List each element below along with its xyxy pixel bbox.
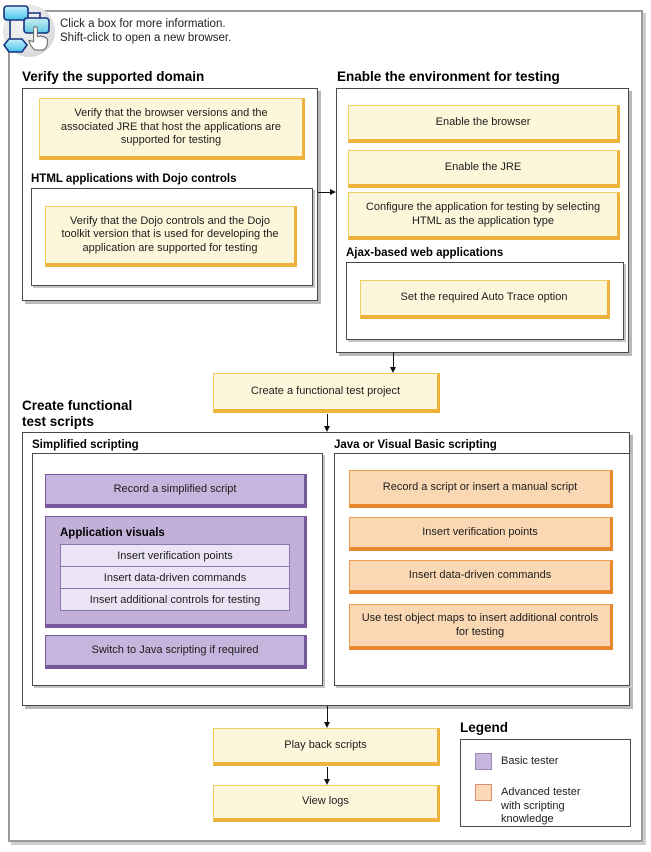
arrow-enable-to-project: [393, 352, 394, 367]
dojo-subsection: [31, 188, 313, 286]
verify-container: [22, 88, 318, 301]
verify-browser-jre-box[interactable]: Verify that the browser versions and the associated JRE that host the applications are supported for testing: [39, 98, 305, 160]
basic-tester-label: Basic tester: [501, 755, 559, 767]
arrow-project-to-scripts: [327, 414, 328, 426]
insert-verification-points-java[interactable]: Insert verification points: [349, 517, 613, 551]
verify-dojo-box[interactable]: Verify that the Dojo controls and the Dojo toolkit version that is used for developing the application are supported for testing: [45, 206, 297, 267]
legend-title: Legend: [460, 720, 509, 735]
insert-data-driven-simplified[interactable]: Insert data-driven commands: [60, 566, 290, 589]
java-vb-title: Java or Visual Basic scripting: [334, 439, 497, 451]
advanced-tester-swatch: [475, 784, 492, 801]
dojo-subsection-title: HTML applications with Dojo controls: [31, 173, 237, 185]
application-visuals-title: Application visuals: [60, 527, 165, 539]
verify-section-title: Verify the supported domain: [22, 69, 205, 84]
create-project-box[interactable]: Create a functional test project: [213, 373, 440, 413]
enable-browser-box[interactable]: Enable the browser: [348, 105, 620, 143]
enable-jre-box[interactable]: Enable the JRE: [348, 150, 620, 188]
record-script-box[interactable]: Record a script or insert a manual script: [349, 470, 613, 508]
enable-section-title: Enable the environment for testing: [337, 69, 560, 84]
ajax-subsection: [346, 262, 624, 340]
basic-tester-swatch: [475, 753, 492, 770]
simplified-subsection: [32, 453, 323, 686]
flowchart-hand-icon: [1, 1, 57, 57]
record-simplified-box[interactable]: Record a simplified script: [45, 474, 307, 508]
legend-item-basic: [475, 753, 558, 770]
view-logs-box[interactable]: View logs: [213, 785, 440, 822]
configure-application-box[interactable]: Configure the application for testing by selecting HTML as the application type: [348, 192, 620, 240]
application-visuals-container: [45, 516, 307, 628]
legend-box: [460, 739, 631, 827]
scripts-container: [22, 432, 630, 706]
arrow-playback-to-logs: [327, 767, 328, 779]
test-object-maps-box[interactable]: Use test object maps to insert additional controls for testing: [349, 604, 613, 650]
enable-container: [336, 88, 629, 353]
insert-verification-points-simplified[interactable]: Insert verification points: [60, 544, 290, 567]
advanced-tester-label: Advanced tester with scripting knowledge: [501, 786, 581, 825]
header-line-1: Click a box for more information.: [60, 18, 226, 30]
simplified-title: Simplified scripting: [32, 439, 139, 451]
legend-item-advanced: [475, 784, 597, 827]
insert-data-driven-java[interactable]: Insert data-driven commands: [349, 560, 613, 594]
scripts-section-title: Create functional test scripts: [22, 398, 133, 429]
switch-to-java-box[interactable]: Switch to Java scripting if required: [45, 635, 307, 669]
arrow-scripts-to-playback: [327, 706, 328, 722]
play-back-scripts-box[interactable]: Play back scripts: [213, 728, 440, 766]
java-vb-subsection: [334, 453, 630, 686]
header-line-2: Shift-click to open a new browser.: [60, 32, 232, 44]
arrow-verify-to-enable: [318, 192, 330, 193]
insert-additional-controls-simplified[interactable]: Insert additional controls for testing: [60, 588, 290, 611]
ajax-subsection-title: Ajax-based web applications: [346, 247, 504, 259]
header-instructions: [60, 17, 231, 45]
auto-trace-box[interactable]: Set the required Auto Trace option: [360, 280, 610, 319]
